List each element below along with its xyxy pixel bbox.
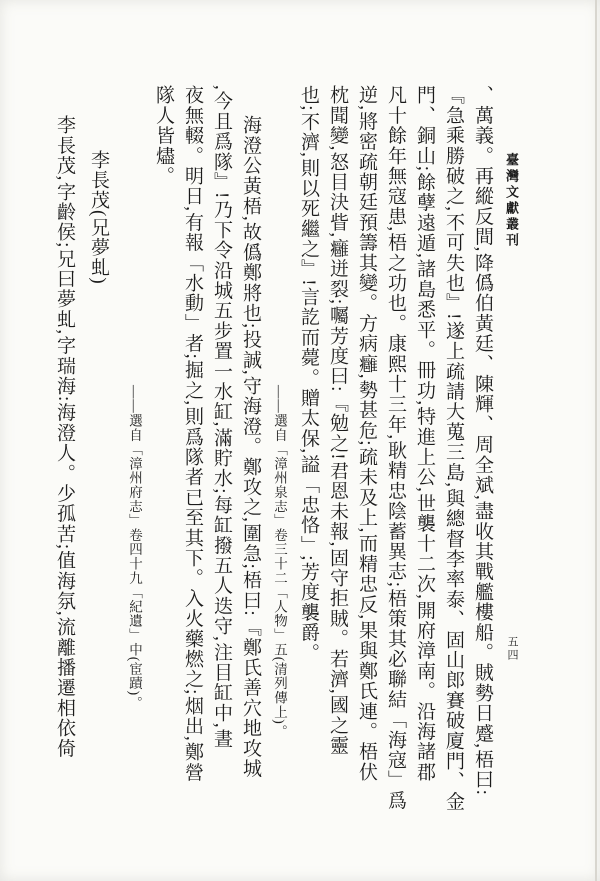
text-column: 李長茂,字齡侯;兄曰夢虬,字瑞海:海澄人。少孤苦;值海氛,流離播遷相依倚: [54, 115, 75, 759]
text-column: 逆,將密疏朝廷預籌其變。方病癰,勢甚危;疏未及上,而精忠反,果與鄭氏連。梧伏: [356, 85, 377, 782]
page-number: 五四: [506, 636, 518, 662]
text-column: 、萬義。再縱反間,降僞伯黃廷、陳輝、周全斌,盡收其戰艦樓船。賊勢日蹙,梧曰:: [472, 85, 493, 797]
text-column: 枕聞變,怒目決眥,癰迸裂;囑芳度曰:『勉之!君恩未報,固守拒賊。若濟,國之靈: [327, 85, 348, 756]
source-citation: ——選自「漳州府志」卷四十九「紀遺」中(宦蹟)。: [127, 385, 142, 711]
text-column: 門、銅山;餘孽遠遁,諸島悉平。冊功,特進上公,世襲十二次,開府漳南。沿海諸郡: [414, 85, 435, 782]
scan-edge-artifact: [595, 0, 597, 881]
text-column: 凡十餘年無寇患,梧之功也。康熙十三年,耿精忠陰蓄異志;梧策其必聯結「海寇」爲: [385, 85, 406, 811]
series-title: 臺灣文獻叢刊: [504, 153, 519, 249]
text-column: 『急乘勝破之,不可失也』!遂上疏請大蒐三島,與總督李率泰、固山郎賽破廈門、金: [443, 85, 464, 812]
text-column: ,今且爲隊』!乃下令沿城五步置一水缸,滿貯水;每缸撥五人迭守,注目缸中,晝: [211, 85, 232, 750]
text-column: 海澄公黃梧,故僞鄭將也;投誠,守海澄。鄭攻之,圍急;梧曰:『鄭氏善穴地攻城: [240, 115, 261, 779]
text-column: 夜無輟。明日,有報「水動」者;掘之,則爲隊者已至其下。入火藥燃之;烟出,鄭營: [182, 85, 203, 783]
text-column: 隊人皆燼。: [153, 85, 174, 186]
section-heading: 李長茂(兄夢虬): [88, 150, 109, 285]
main-text-block: [50, 85, 497, 860]
text-column: 也;不濟,則以死繼之』!言訖而薨。贈太保,謚「忠恪」;芳度襲爵。: [298, 85, 319, 663]
source-citation: ——選自「漳州泉志」卷三十二「人物」五(清列傳上)。: [272, 385, 287, 739]
